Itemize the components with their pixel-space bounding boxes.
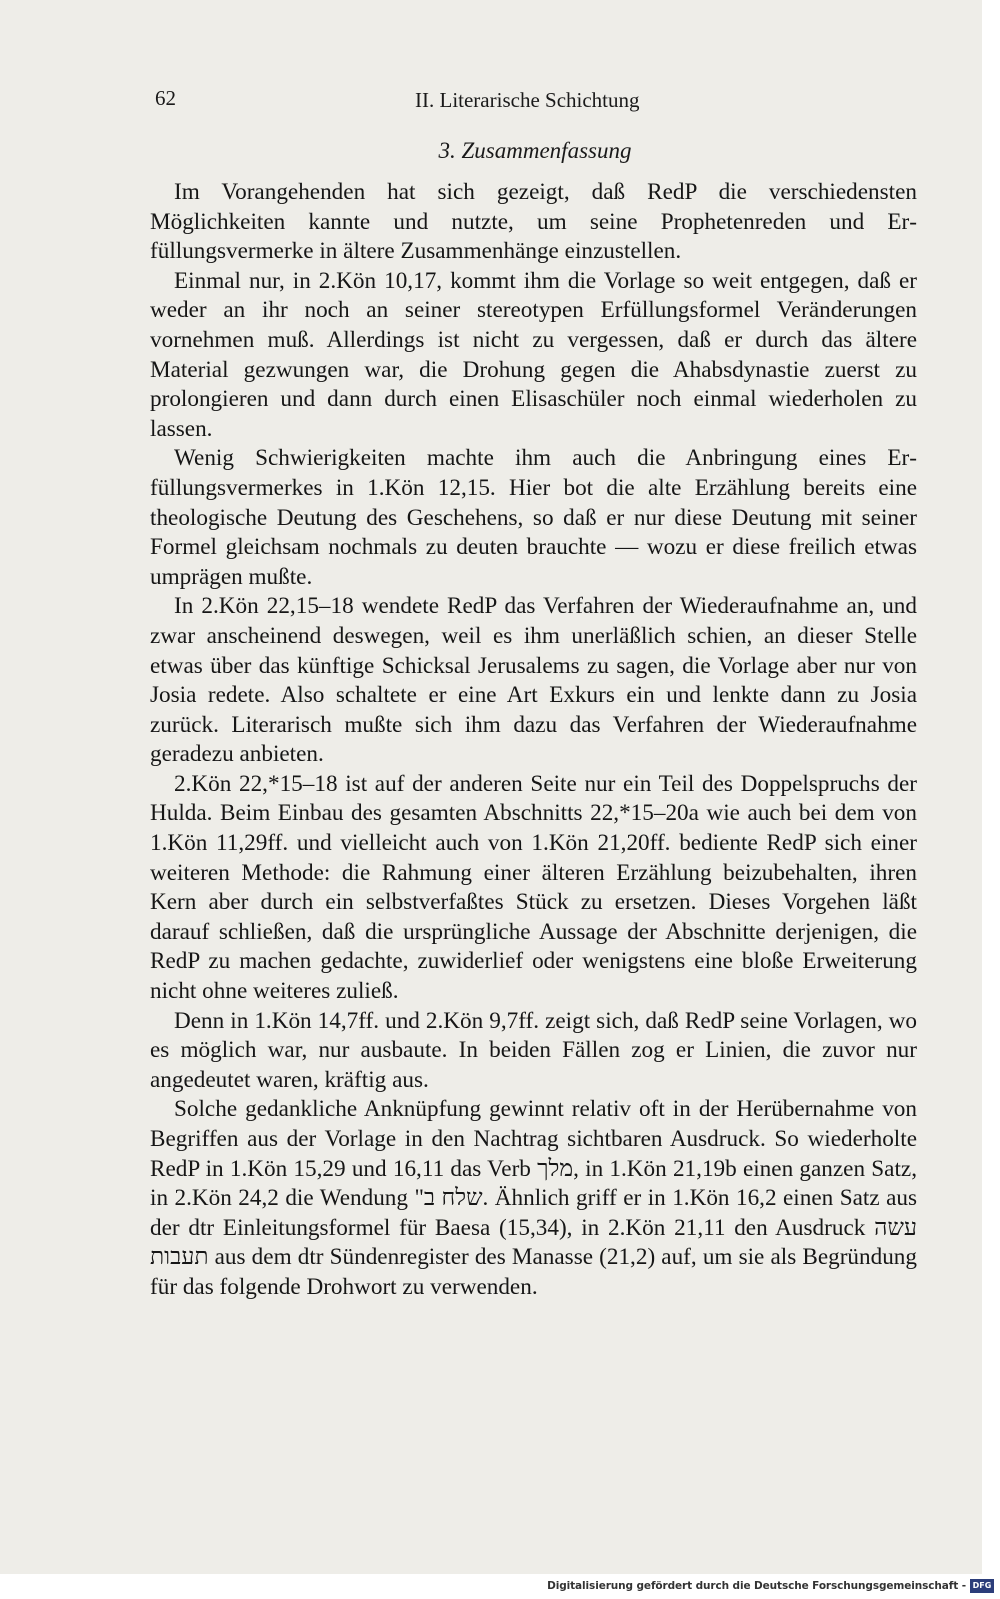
paragraph-5: 2.Kön 22,*15–18 ist auf der anderen Seite nur ein Teil des Doppelspruchs der Hulda. Beim Einbau des gesamten Abschnitts 22,*15–20a wie auch bei dem von 1.Kön 11,29ff. und vielleicht auch von 1.Kön 21,20ff. bediente RedP sich einer weiteren Methode: die Rahmung einer älteren Erzählung beizubehalten, ihren Kern aber durch ein selbstverfaßtes Stück zu ersetzen. Dieses Vorgehen läßt darauf schließen, daß die ursprüngliche Aussage der Abschnitte derjenigen, die RedP zu machen gedachte, zuwiderlief oder wenigstens eine bloße Erweiterung nicht ohne weiteres zuließ. (150, 770, 917, 1005)
running-head: II. Literarische Schichtung (415, 88, 640, 112)
paragraph-3: Wenig Schwierigkeiten machte ihm auch die Anbringung eines Erfüllungsvermerkes in 1.Kön 12,15. Hier bot die alte Erzählung bereits eine theologische Deutung des Geschehens, so daß er nur diese Deutung mit seiner Formel gleichsam nochmals zu deuten brauchte — wozu er diese freilich etwas umprägen mußte. (150, 445, 917, 590)
page-header (155, 86, 915, 116)
paragraph-1: Im Vorangehenden hat sich gezeigt, daß RedP die verschiedensten Möglichkeiten kannte und nutzte, um seine Prophetenreden und Erfüllungsvermerke in ältere Zusammenhänge einzustellen. (150, 179, 917, 265)
paragraph-2: Einmal nur, in 2.Kön 10,17, kommt ihm die Vorlage so weit entgegen, daß er weder an ihr noch an seiner stereotypen Erfüllungsformel Veränderungen vornehmen muß. Allerdings ist nicht zu vergessen, daß er durch das ältere Material gezwungen war, die Drohung gegen die Ahabsdynastie zuerst zu prolongieren und dann durch einen Elisaschüler noch einmal wiederholen zu lassen. (150, 267, 917, 442)
dfg-logo: DFG (970, 1579, 994, 1593)
paragraph-4: In 2.Kön 22,15–18 wendete RedP das Verfahren der Wiederaufnahme an, und zwar anscheinend deswegen, weil es ihm unerläßlich schien, an dieser Stelle etwas über das künftige Schicksal Jerusalems zu sagen, die Vorlage aber nur von Josia redete. Also schaltete er eine Art Exkurs ein und lenkte dann zu Josia zurück. Literarisch mußte sich ihm dazu das Verfahren der Wiederaufnahme geradezu anbieten. (150, 593, 917, 768)
body-text (150, 178, 917, 1303)
digitization-credit: Digitalisierung gefördert durch die Deutsche Forschungsgemeinschaft - (547, 1580, 966, 1592)
page-number: 62 (155, 86, 176, 110)
paragraph-6: Denn in 1.Kön 14,7ff. und 2.Kön 9,7ff. zeigt sich, daß RedP seine Vorlagen, wo es möglich war, nur ausbaute. In beiden Fällen zog er Linien, die zuvor nur angedeutet waren, kräftig aus. (150, 1007, 917, 1093)
paragraph-7: Solche gedankliche Anknüpfung gewinnt relativ oft in der Herübernahme von Begriffen aus der Vorlage in den Nachtrag sichtbaren Ausdruck. So wiederholte RedP in 1.Kön 15,29 und 16,11 das Verb מלך, in 1.Kön 21,19b einen ganzen Satz, in 2.Kön 24,2 die Wendung "שלח ב. Ähnlich griff er in 1.Kön 16,2 einen Satz aus der dtr Einleitungsformel für Baesa (15,34), in 2.Kön 21,11 den Ausdruck עשה תעבות aus dem dtr Sündenregister des Manasse (21,2) auf, um sie als Begründung für das folgende Drohwort zu verwenden. (150, 1096, 917, 1300)
section-title: 3. Zusammenfassung (438, 138, 632, 163)
